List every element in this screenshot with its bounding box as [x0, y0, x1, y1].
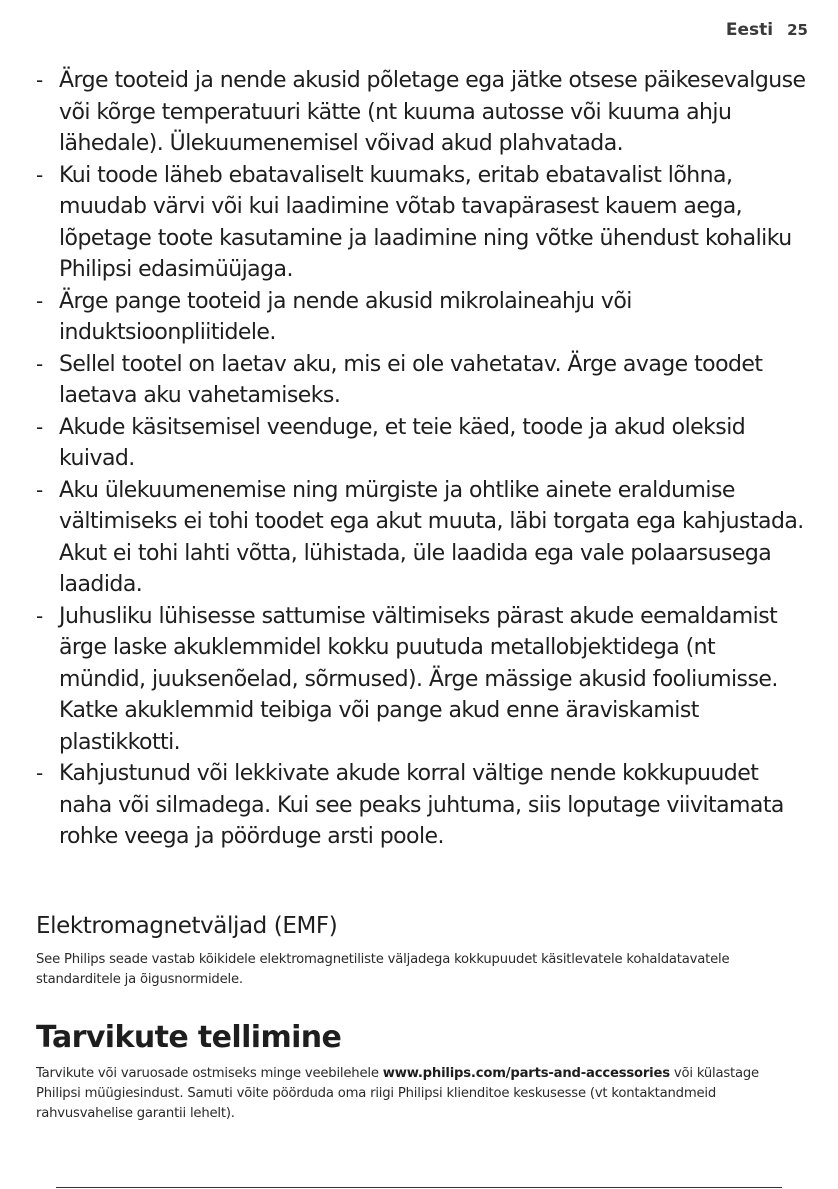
language-label: Eesti — [725, 20, 774, 40]
warning-text: Aku ülekuumenemise ning mürgiste ja ohtlike ainete eraldumise vältimiseks ei tohi toodet ega akut muuta, läbi torgata ega kahjustada. Akut ei tohi lahti võtta, lühistada, üle laadida ega vale polaarsusega laadida. — [59, 477, 804, 597]
warning-text: Ärge pange tooteid ja nende akusid mikrolaineahju või induktsioonpliitidele. — [59, 288, 632, 345]
footer-divider — [56, 1187, 782, 1188]
bullet-dash: - — [36, 414, 43, 439]
bullet-dash: - — [36, 603, 43, 628]
warning-item — [36, 349, 806, 412]
bullet-dash: - — [36, 162, 43, 187]
warning-item — [36, 475, 806, 601]
accessories-section-text — [36, 1064, 806, 1124]
emf-section-title: Elektromagnetväljad (EMF) — [36, 913, 338, 939]
warning-item — [36, 65, 806, 160]
warning-text: Sellel tootel on laetav aku, mis ei ole vahetatav. Ärge avage toodet laetava aku vahetamiseks. — [59, 351, 763, 408]
safety-warnings-list — [36, 65, 806, 853]
accessories-section-title: Tarvikute tellimine — [36, 1020, 342, 1055]
accessories-text-before: Tarvikute või varuosade ostmiseks minge veebilehele — [36, 1066, 383, 1081]
warning-item — [36, 160, 806, 286]
warning-item — [36, 286, 806, 349]
accessories-url: www.philips.com/parts-and-accessories — [382, 1066, 670, 1081]
bullet-dash: - — [36, 68, 43, 92]
warning-item — [36, 758, 806, 853]
warning-item — [36, 412, 806, 475]
bullet-dash: - — [36, 288, 43, 313]
emf-section-text: See Philips seade vastab kõikidele elektromagnetiliste väljadega kokkupuudet käsitlevatele kohaldatavatele standarditele ja õigusnormidele. — [36, 952, 730, 987]
warning-text: Juhusliku lühisesse sattumise vältimiseks pärast akude eemaldamist ärge laske akuklemmidel kokku puutuda metallobjektidega (nt mündid, juuksenõelad, sõrmused). Ärge mässige akusid fooliumisse. Katke akuklemmid teibiga või pange akud enne äraviskamist plastikkotti. — [59, 603, 778, 755]
warning-text: Kui toode läheb ebatavaliselt kuumaks, eritab ebatavalist lõhna, muudab värvi või kui laadimine võtab tavapärasest kauem aega, lõpetage toote kasutamine ja laadimine ning võtke ühendust kohaliku Philipsi edasimüüjaga. — [59, 162, 792, 282]
warning-text: Ärge tooteid ja nende akusid põletage ega jätke otsese päikesevalguse või kõrge temperatuuri kätte (nt kuuma autosse või kuuma ahju lähedale). Ülekuumenemisel võivad akud plahvatada. — [59, 68, 806, 156]
page-number: 25 — [787, 21, 808, 39]
bullet-dash: - — [36, 477, 43, 502]
warning-text: Akude käsitsemisel veenduge, et teie käed, toode ja akud oleksid kuivad. — [59, 414, 746, 471]
page-header — [726, 20, 808, 40]
accessories-text-after: või külastage Philipsi müügiesindust. Samuti võite pöörduda oma riigi Philipsi klienditoe keskusesse (vt kontaktandmeid rahvusvahelise garantii lehelt). — [36, 1066, 759, 1121]
warning-item — [36, 601, 806, 759]
bullet-dash: - — [36, 761, 43, 785]
bullet-dash: - — [36, 351, 43, 376]
warning-text: Kahjustunud või lekkivate akude korral vältige nende kokkupuudet naha või silmadega. Kui see peaks juhtuma, siis loputage viivitamata rohke veega ja pöörduge arsti poole. — [59, 761, 784, 849]
